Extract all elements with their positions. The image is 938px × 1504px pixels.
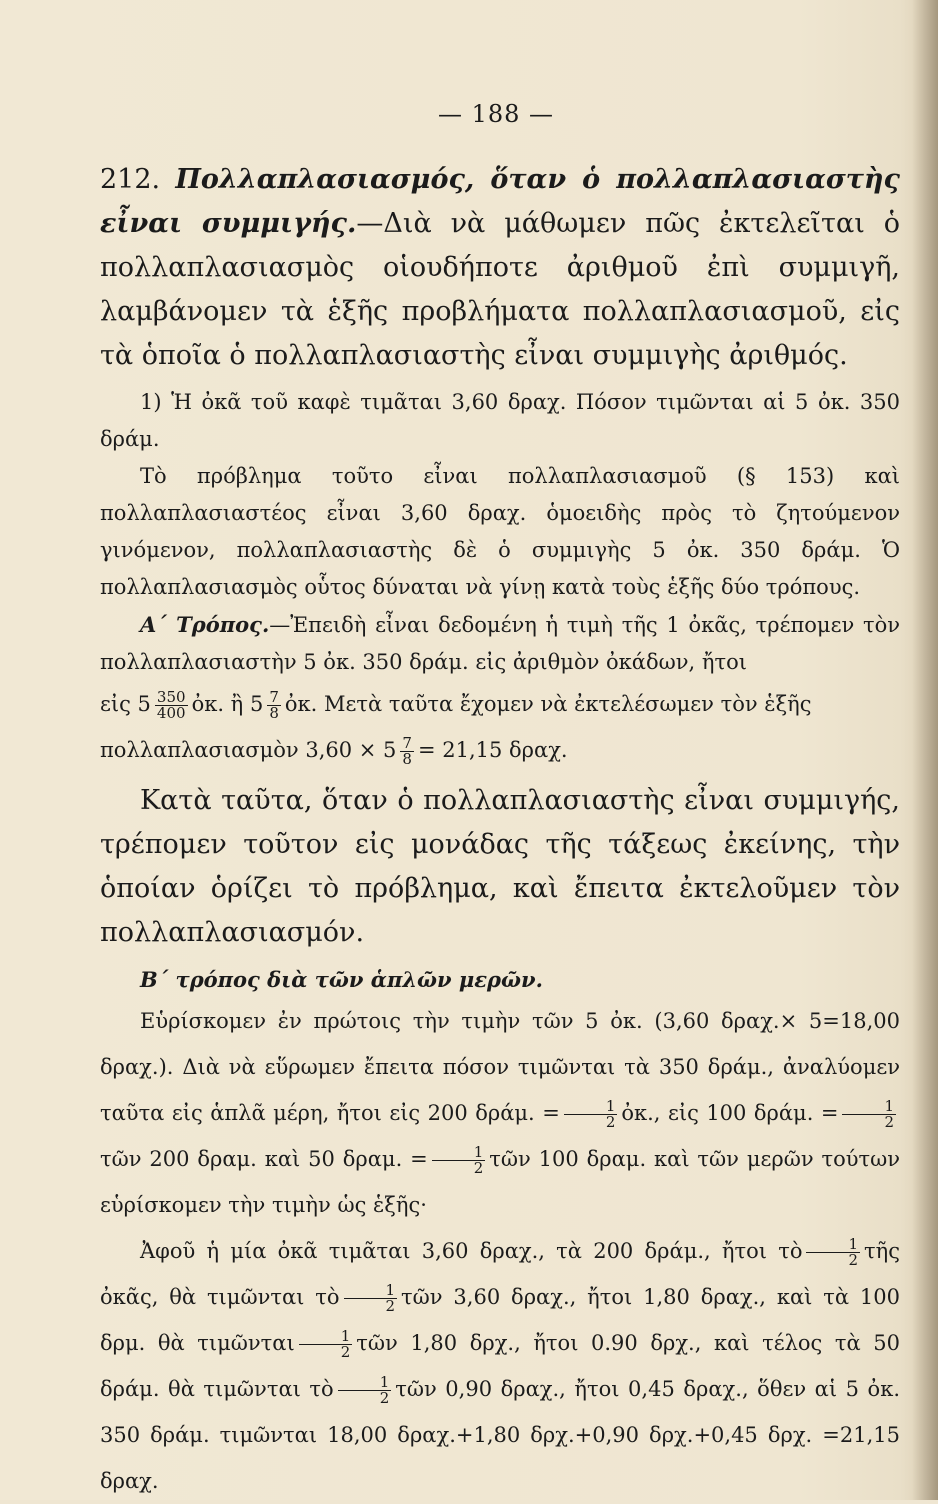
fraction-one-half <box>344 1283 398 1314</box>
method-a-paragraph <box>100 606 900 681</box>
method-b-p2-text1: Ἀφοῦ ἡ μία ὀκᾶ τιμᾶται 3,60 δραχ., τὰ 200 δράμ., ἤτοι τὸ <box>140 1239 803 1263</box>
method-b-paragraph-2 <box>100 1228 900 1504</box>
section-number: 212. <box>100 164 161 195</box>
page-edge-shadow <box>912 0 938 1500</box>
fraction-numerator: 350 <box>156 688 186 706</box>
fraction-one-half <box>806 1237 860 1268</box>
method-a-result: = 21,15 δραχ. <box>417 738 568 762</box>
fraction-one-half <box>299 1329 353 1360</box>
method-b-p2-text4: τῶν 1,80 δρχ., ἤτοι 0.90 δρχ., καὶ τέλος τὰ 50 δράμ. θὰ τιμῶνται τὸ <box>100 1331 901 1401</box>
method-b-p2-text2: τῆς ὀκᾶς, θὰ τιμῶνται τὸ <box>100 1239 900 1309</box>
fraction-denominator: 2 <box>884 1113 894 1131</box>
fraction-numerator: 1 <box>432 1145 486 1161</box>
fraction-numerator: 7 <box>402 734 412 752</box>
fraction-numerator: 7 <box>269 688 279 706</box>
method-b-text2: ὀκ., εἰς 100 δράμ. = <box>621 1101 839 1125</box>
fraction-denominator: 400 <box>156 704 186 722</box>
section-212-paragraph <box>100 158 900 378</box>
page-number: — 188 — <box>437 100 555 128</box>
method-b-p2-text5: τῶν 0,90 δραχ., ἤτοι 0,45 δραχ., ὅθεν αἱ 5 ὀκ. 350 δράμ. τιμῶνται 18,00 δραχ.+1,80 δρχ.+0,90 δρχ.+0,45 δρχ. =21,15 δραχ. <box>100 1377 900 1493</box>
method-a-line-2 <box>100 727 900 773</box>
fraction-denominator: 2 <box>340 1343 351 1361</box>
method-b-text4: τῶν 100 δραμ. καὶ τῶν μερῶν τούτων εὑρίσκομεν τὴν τιμὴν ὡς ἑξῆς· <box>100 1147 900 1217</box>
section-title: Πολλαπλασιασμός, ὅταν ὁ πολλαπλασιαστὴς εἶναι συμμιγής. <box>100 164 900 239</box>
fraction-denominator: 2 <box>848 1251 859 1269</box>
rule-paragraph: Κατὰ ταῦτα, ὅταν ὁ πολλαπλασιαστὴς εἶναι συμμιγής, τρέπομεν τοῦτον εἰς μονάδας τῆς τάξεως ἐκείνης, τὴν ὁποίαν ὁρίζει τὸ πρόβλημα, καὶ ἔπειτα ἐκτελοῦμεν τὸν πολλαπλασιασμόν. <box>100 785 900 948</box>
fraction-numerator: 1 <box>806 1237 860 1253</box>
fraction-numerator: 1 <box>564 1099 618 1115</box>
fraction-one-half <box>842 1099 896 1130</box>
method-a-text: —Ἐπειδὴ εἶναι δεδομένη ἡ τιμὴ τῆς 1 ὀκᾶς, τρέπομεν τὸν πολλαπλασιαστὴν 5 ὀκ. 350 δράμ. εἰς ἀριθμὸν ὀκάδων, ἤτοι <box>100 613 900 674</box>
page-content <box>100 100 900 1504</box>
fraction-one-half <box>338 1375 392 1406</box>
fraction-numerator: 1 <box>338 1375 392 1391</box>
fraction-7-8 <box>267 690 281 721</box>
fraction-denominator: 2 <box>385 1297 396 1315</box>
problem-statement: 1) Ἡ ὀκᾶ τοῦ καφὲ τιμᾶται 3,60 δραχ. Πόσον τιμῶνται αἱ 5 ὀκ. 350 δράμ. <box>100 390 900 451</box>
method-a-line1-pre: εἰς 5 <box>100 692 151 716</box>
fraction-numerator: 1 <box>842 1099 896 1115</box>
section-intro: —Διὰ νὰ μάθωμεν πῶς ἐκτελεῖται ὁ πολλαπλασιασμὸς οἱουδήποτε ἀριθμοῦ ἐπὶ συμμιγῆ, λαμβάνομεν τὰ ἑξῆς προβλήματα πολλαπλασιασμοῦ, εἰς τὰ ὁποῖα ὁ πολλαπλασιαστὴς εἶναι συμμιγὴς ἀριθμός. <box>100 208 900 371</box>
fraction-denominator: 2 <box>605 1113 616 1131</box>
fraction-numerator: 1 <box>299 1329 353 1345</box>
method-a-line-1 <box>100 681 900 727</box>
fraction-denominator: 8 <box>269 704 279 722</box>
fraction-denominator: 8 <box>402 750 412 768</box>
fraction-350-400 <box>155 690 188 721</box>
fraction-one-half <box>432 1145 486 1176</box>
method-a-line1-mid: ὀκ. ἢ 5 <box>191 692 264 716</box>
fraction-7-8 <box>400 736 414 767</box>
method-b-label: Β΄ τρόπος διὰ τῶν ἁπλῶν μερῶν. <box>140 967 543 992</box>
problem-explanation: Τὸ πρόβλημα τοῦτο εἶναι πολλαπλασιασμοῦ (§ 153) καὶ πολλαπλασιαστέος εἶναι 3,60 δραχ. ὁμοειδὴς πρὸς τὸ ζητούμενον γινόμενον, πολλαπλασιαστὴς δὲ ὁ συμμιγὴς 5 ὀκ. 350 δράμ. Ὁ πολλαπλασιασμὸς οὗτος δύναται νὰ γίνῃ κατὰ τοὺς ἑξῆς δύο τρόπους. <box>100 464 900 599</box>
fraction-one-half <box>564 1099 618 1130</box>
method-a-line1-post: ὀκ. Μετὰ ταῦτα ἔχομεν νὰ ἐκτελέσωμεν τὸν ἑξῆς <box>284 692 812 716</box>
method-b-text3: τῶν 200 δραμ. καὶ 50 δραμ. = <box>100 1147 428 1171</box>
fraction-denominator: 2 <box>473 1159 484 1177</box>
method-b-p2-text3: τῶν 3,60 δραχ., ἤτοι 1,80 δραχ., καὶ τὰ 100 δρμ. θὰ τιμῶνται <box>100 1285 900 1355</box>
method-a-line2-pre: πολλαπλασιασμὸν 3,60 × 5 <box>100 738 397 762</box>
method-b-paragraph-1 <box>100 998 900 1228</box>
method-a-label: Α΄ Τρόπος. <box>140 612 270 637</box>
fraction-denominator: 2 <box>379 1389 390 1407</box>
fraction-numerator: 1 <box>344 1283 398 1299</box>
method-b-text1: Εὑρίσκομεν ἐν πρώτοις τὴν τιμὴν τῶν 5 ὀκ. (3,60 δραχ.× 5=18,00 δραχ.). Διὰ νὰ εὕρωμεν ἔπειτα πόσον τιμῶνται τὰ 350 δράμ., ἀναλύομεν ταῦτα εἰς ἁπλᾶ μέρη, ἤτοι εἰς 200 δράμ. = <box>100 1009 900 1125</box>
